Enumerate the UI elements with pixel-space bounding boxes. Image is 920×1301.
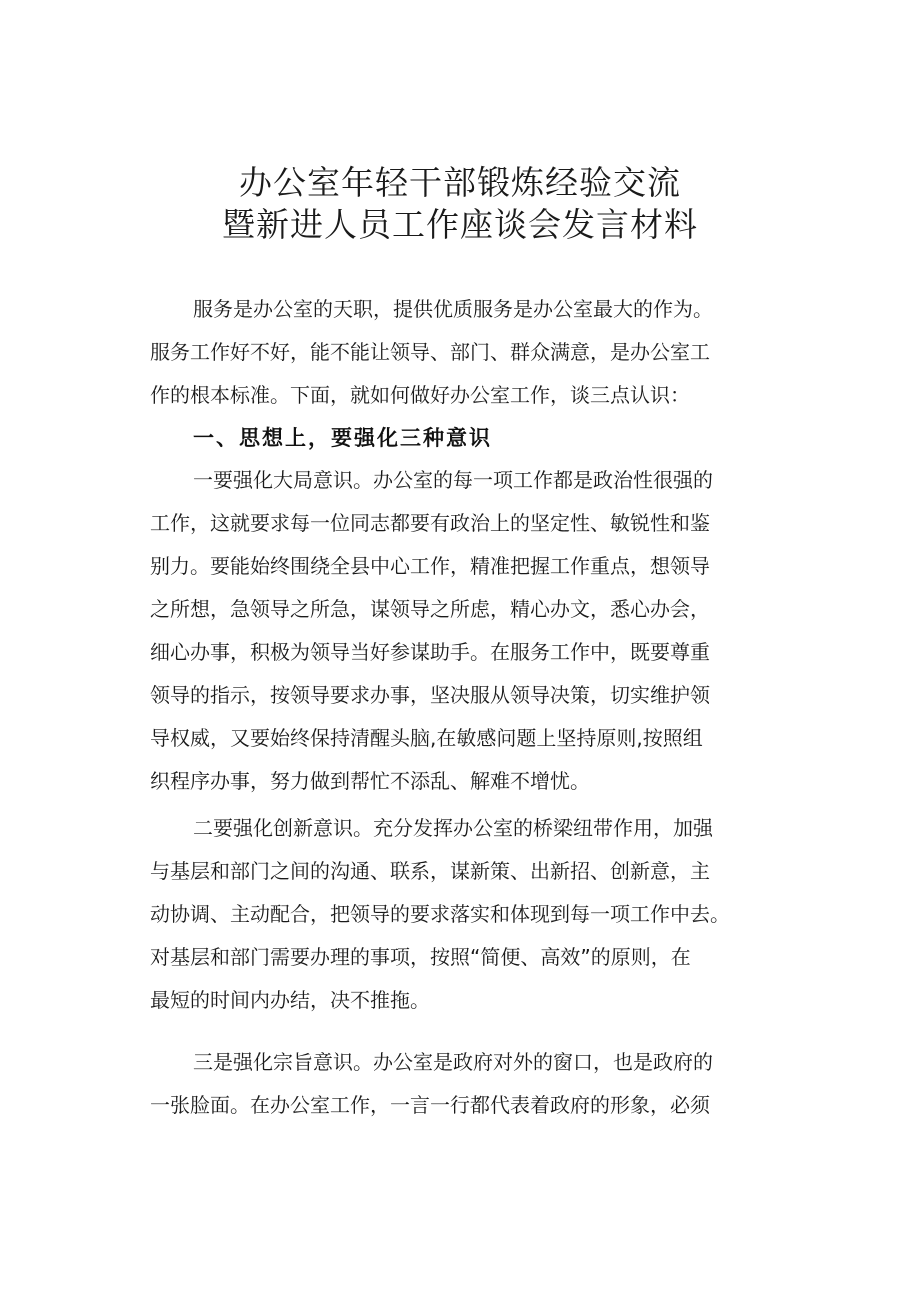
paragraph-3-line: 一张脸面。在办公室工作，一言一行都代表着政府的形象，必须 (150, 1093, 710, 1117)
paragraph-2-line: 与基层和部门之间的沟通、联系，谋新策、出新招、创新意，主 (150, 859, 710, 883)
paragraph-1-line: 别力。要能始终围绕全县中心工作，精准把握工作重点，想领导 (150, 554, 710, 578)
intro-line: 服务是办公室的天职，提供优质服务是办公室最大的作为。 (193, 297, 713, 321)
paragraph-2-line: 最短的时间内办结，决不推拖。 (150, 988, 430, 1012)
paragraph-3-line: 三是强化宗旨意识。办公室是政府对外的窗口，也是政府的 (193, 1050, 713, 1074)
paragraph-1-line: 领导的指示，按领导要求办事，坚决服从领导决策，切实维护领 (150, 683, 710, 707)
paragraph-1-line: 一要强化大局意识。办公室的每一项工作都是政治性很强的 (193, 468, 713, 492)
intro-line: 作的根本标准。下面，就如何做好办公室工作，谈三点认识： (150, 383, 690, 407)
document-title-line-2: 暨新进人员工作座谈会发言材料 (222, 205, 698, 244)
paragraph-1-line: 工作，这就要求每一位同志都要有政治上的坚定性、敏锐性和鉴 (150, 511, 710, 535)
paragraph-1-line: 导权威，又要始终保持清醒头脑,在敏感问题上坚持原则,按照组 (150, 726, 703, 750)
section-heading: 一、思想上，要强化三种意识 (193, 426, 492, 450)
paragraph-1-line: 细心办事，积极为领导当好参谋助手。在服务工作中，既要尊重 (150, 640, 710, 664)
intro-line: 服务工作好不好，能不能让领导、部门、群众满意，是办公室工 (150, 340, 710, 364)
paragraph-2-line: 二要强化创新意识。充分发挥办公室的桥梁纽带作用，加强 (193, 816, 713, 840)
paragraph-2-line: 动协调、主动配合，把领导的要求落实和体现到每一项工作中去。 (150, 902, 730, 926)
paragraph-1-line: 织程序办事，努力做到帮忙不添乱、解难不增忧。 (150, 769, 590, 793)
paragraph-2-line: 对基层和部门需要办理的事项，按照“简便、高效”的原则，在 (150, 945, 691, 969)
paragraph-1-line: 之所想，急领导之所急，谋领导之所虑，精心办文，悉心办会， (150, 597, 710, 621)
document-title-line-1: 办公室年轻干部锻炼经验交流 (239, 163, 681, 202)
